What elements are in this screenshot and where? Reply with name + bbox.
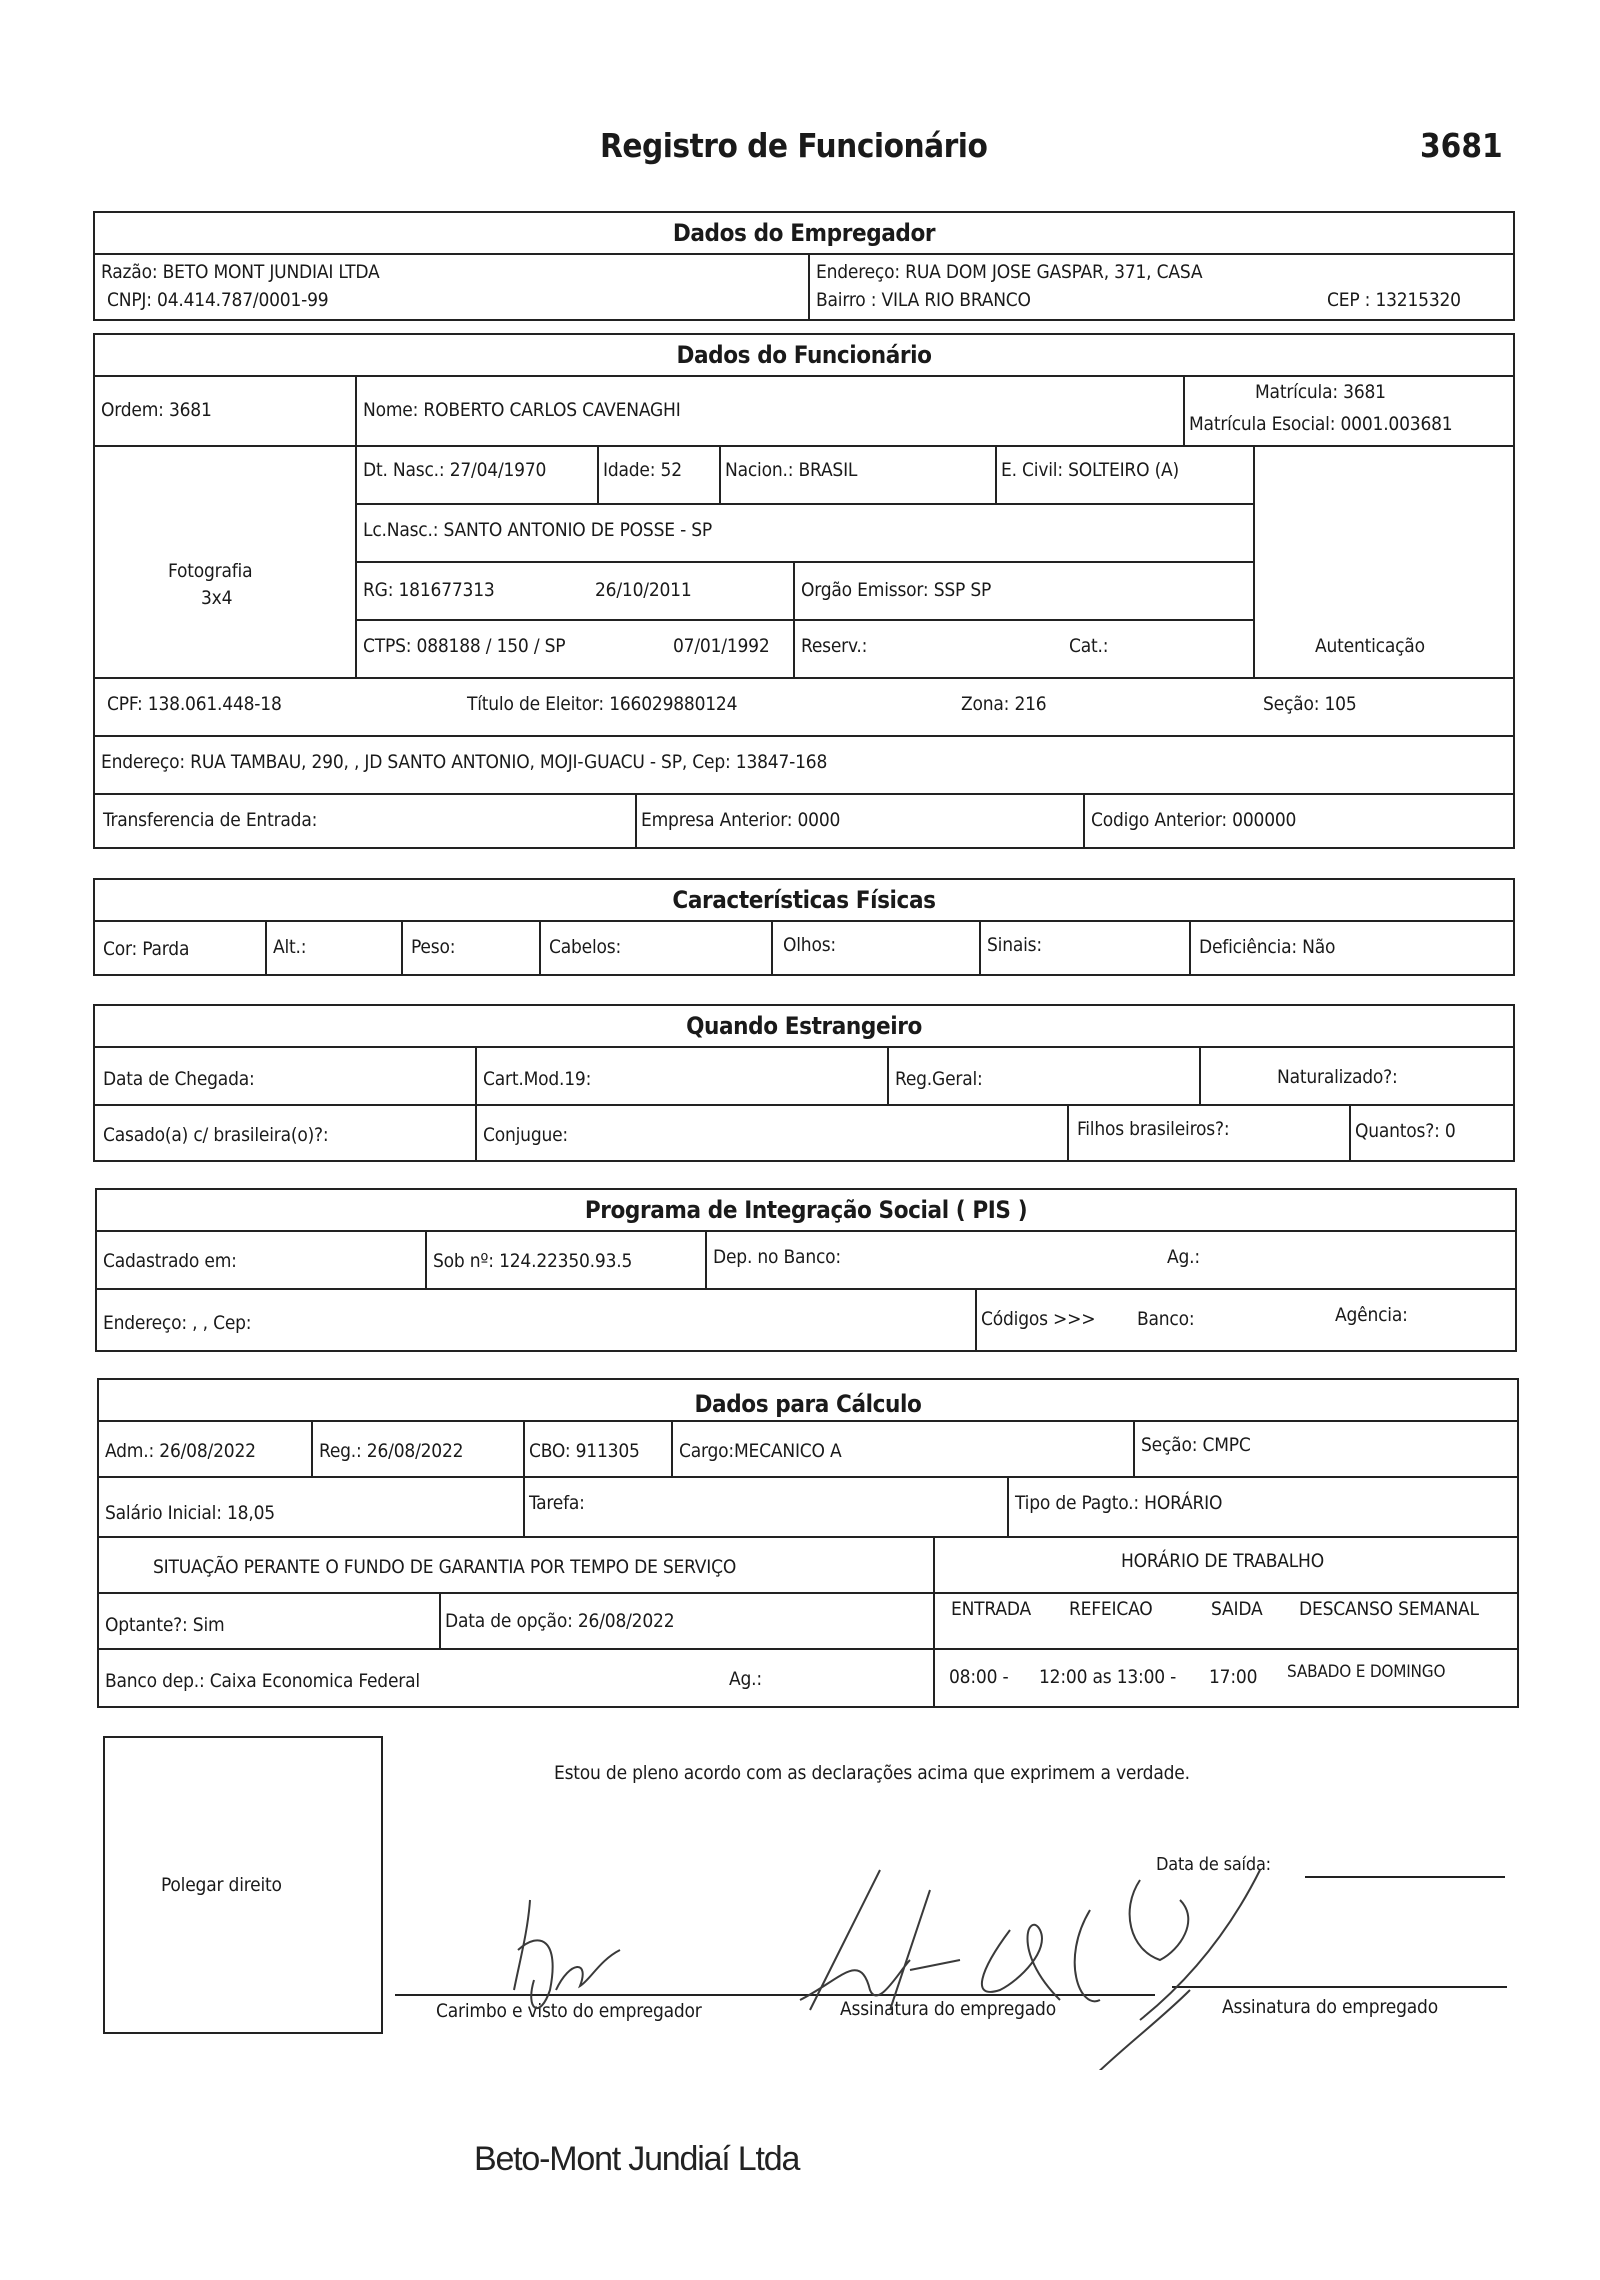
employee-signature-icon [760,1850,1280,2070]
bank-code: Banco: [1137,1308,1195,1330]
payment-type: Tipo de Pagto.: HORÁRIO [1015,1492,1223,1514]
employer-address: Endereço: RUA DOM JOSE GASPAR, 371, CASA [816,261,1203,283]
cart-mod-19: Cart.Mod.19: [483,1068,592,1090]
fgts-optant: Optante?: Sim [105,1614,225,1636]
employer-signature-icon [490,1890,640,2030]
employee-signature-label-1: Assinatura do empregado [840,1998,1056,2020]
employer-bairro: Bairro : VILA RIO BRANCO [816,289,1031,311]
employee-signature-label-2: Assinatura do empregado [1222,1996,1438,2018]
section-title: Dados para Cálculo [694,1390,922,1418]
employer-section [93,211,1515,321]
employer-cep: CEP : 13215320 [1327,289,1461,311]
bank-deposit: Dep. no Banco: [713,1246,841,1268]
work-schedule-title: HORÁRIO DE TRABALHO [1121,1550,1324,1572]
children-count: Quantos?: 0 [1355,1120,1456,1142]
physical-section [93,878,1515,976]
deposit-bank: Banco dep.: Caixa Economica Federal [105,1670,420,1692]
ctps-date: 07/01/1992 [673,635,770,657]
reservista: Reserv.: [801,635,868,657]
nationality: Nacion.: BRASIL [725,459,858,481]
admission-date: Adm.: 26/08/2022 [105,1440,256,1462]
thumbprint-label: Polegar direito [161,1874,282,1896]
pis-section [95,1188,1517,1352]
ctps: CTPS: 088188 / 150 / SP [363,635,566,657]
schedule-entry: 08:00 - [949,1666,1009,1688]
arrival-date: Data de Chegada: [103,1068,255,1090]
hair: Cabelos: [549,936,622,958]
agency-code: Agência: [1335,1304,1408,1326]
declaration-text: Estou de pleno acordo com as declarações acima que exprimem a verdade. [554,1762,1190,1784]
reg-geral: Reg.Geral: [895,1068,983,1090]
categoria: Cat.: [1069,635,1109,657]
weekly-rest: SABADO E DOMINGO [1287,1662,1446,1682]
marital-status: E. Civil: SOLTEIRO (A) [1001,459,1180,481]
foreigner-section [93,1004,1515,1162]
employee-name: Nome: ROBERTO CARLOS CAVENAGHI [363,399,681,421]
fgts-title: SITUAÇÃO PERANTE O FUNDO DE GARANTIA POR TEMPO DE SERVIÇO [153,1556,737,1578]
ordem: Ordem: 3681 [101,399,212,421]
voting-section: Seção: 105 [1263,693,1357,715]
section-title: Programa de Integração Social ( PIS ) [584,1196,1028,1224]
authentication-label: Autenticação [1315,635,1425,657]
option-date: Data de opção: 26/08/2022 [445,1610,675,1632]
matricula: Matrícula: 3681 [1255,381,1386,403]
exit-date-label: Data de saída: [1156,1854,1271,1875]
codes-label: Códigos >>> [981,1308,1096,1330]
naturalized: Naturalizado?: [1277,1066,1398,1088]
skin-color: Cor: Parda [103,938,190,960]
calculation-section [97,1378,1519,1708]
col-descanso: DESCANSO SEMANAL [1299,1598,1479,1620]
col-saida: SAIDA [1211,1598,1263,1620]
thumbprint-box [103,1736,383,2034]
eyes: Olhos: [783,934,836,956]
birth-date: Dt. Nasc.: 27/04/1970 [363,459,547,481]
agency: Ag.: [1167,1246,1200,1268]
document-number: 3681 [1420,126,1503,165]
disability: Deficiência: Não [1199,936,1336,958]
department: Seção: CMPC [1141,1434,1251,1456]
schedule-meal: 12:00 as 13:00 - [1039,1666,1177,1688]
pis-address: Endereço: , , Cep: [103,1312,252,1334]
job-title: Cargo:MECANICO A [679,1440,842,1462]
brazilian-children: Filhos brasileiros?: [1077,1118,1230,1140]
task: Tarefa: [529,1492,585,1514]
section-title: Características Físicas [672,886,936,914]
spouse: Conjugue: [483,1124,568,1146]
registration-date: Reg.: 26/08/2022 [319,1440,464,1462]
cbo: CBO: 911305 [529,1440,640,1462]
employee-address: Endereço: RUA TAMBAU, 290, , JD SANTO ANTONIO, MOJI-GUACU - SP, Cep: 13847-168 [101,751,828,773]
issuing-authority: Orgão Emissor: SSP SP [801,579,992,601]
section-title: Dados do Empregador [672,219,936,247]
transfer-in: Transferencia de Entrada: [103,809,318,831]
exit-date-line [1305,1876,1505,1878]
previous-company: Empresa Anterior: 0000 [641,809,841,831]
weight: Peso: [411,936,456,958]
page-title: Registro de Funcionário [600,126,988,165]
cpf: CPF: 138.061.448-18 [107,693,282,715]
height: Alt.: [273,936,307,958]
voter-id: Título de Eleitor: 166029880124 [467,693,738,715]
matricula-esocial: Matrícula Esocial: 0001.003681 [1189,413,1453,435]
marks: Sinais: [987,934,1042,956]
birth-place: Lc.Nasc.: SANTO ANTONIO DE POSSE - SP [363,519,713,541]
initial-salary: Salário Inicial: 18,05 [105,1502,275,1524]
age: Idade: 52 [603,459,682,481]
photo-size: 3x4 [201,587,233,609]
col-entrada: ENTRADA [951,1598,1031,1620]
section-title: Dados do Funcionário [676,341,932,369]
schedule-exit: 17:00 [1209,1666,1258,1688]
rg-date: 26/10/2011 [595,579,692,601]
pis-number: Sob nº: 124.22350.93.5 [433,1250,633,1272]
married-to-brazilian: Casado(a) c/ brasileira(o)?: [103,1124,329,1146]
registered-at: Cadastrado em: [103,1250,237,1272]
company-stamp: Beto-Mont Jundiaí Ltda [474,2140,800,2178]
employer-stamp-label: Carimbo e visto do empregador [436,2000,702,2022]
previous-code: Codigo Anterior: 000000 [1091,809,1297,831]
rg: RG: 181677313 [363,579,495,601]
col-refeicao: REFEICAO [1069,1598,1153,1620]
employee-section [93,333,1515,849]
section-title: Quando Estrangeiro [686,1012,922,1040]
photo-label: Fotografia [168,560,253,582]
cnpj: CNPJ: 04.414.787/0001-99 [107,289,329,311]
voting-zone: Zona: 216 [961,693,1047,715]
deposit-agency: Ag.: [729,1668,762,1690]
razao-social: Razão: BETO MONT JUNDIAI LTDA [101,261,380,283]
